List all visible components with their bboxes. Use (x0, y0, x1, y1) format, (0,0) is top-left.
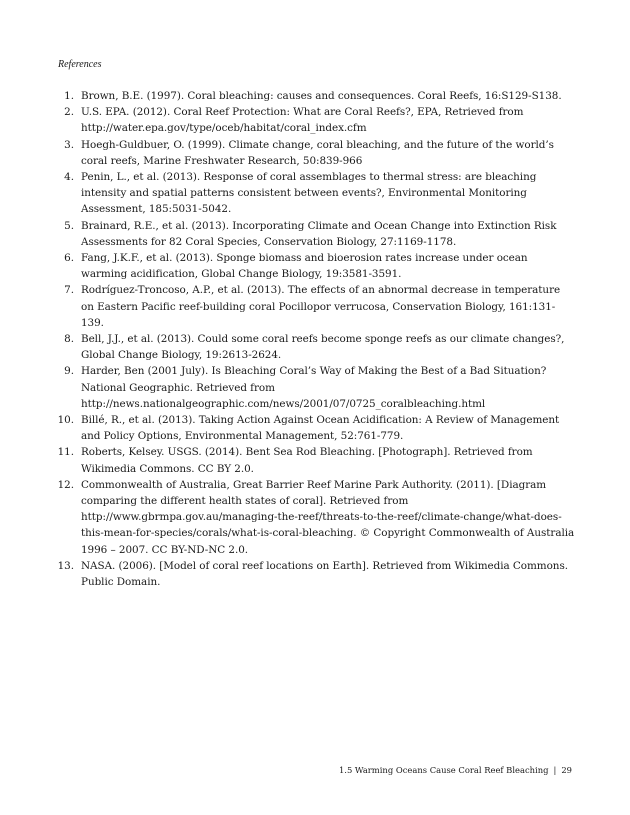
reference-text: Commonwealth of Australia, Great Barrier Reef Marine Park Authority. (2011). [Diagram comparing the different health states of coral]. Retrieved from http://www.gbrmpa.gov.au/managing-the-reef/threats-to-the-reef/climate-change/what-does-this-mean-for-species/corals/what-is-coral-bleaching. © Copyright Commonwealth of Australia 1996 – 2007. CC BY-ND-NC 2.0. (81, 478, 575, 556)
reference-item (0, 282, 575, 331)
reference-item (0, 412, 575, 444)
reference-number: 6. (64, 252, 74, 265)
reference-text: Roberts, Kelsey. USGS. (2014). Bent Sea Rod Bleaching. [Photograph]. Retrieved from Wikimedia Commons. CC BY 2.0. (81, 446, 533, 475)
reference-text: Billé, R., et al. (2013). Taking Action Against Ocean Acidification: A Review of Management and Policy Options, Environmental Management, 52:761-779. (81, 414, 560, 443)
reference-text: Bell, J.J., et al. (2013). Could some coral reefs become sponge reefs as our climate changes?, Global Change Biology, 19:2613-2624. (81, 333, 565, 362)
reference-item (0, 558, 575, 590)
reference-text: NASA. (2006). [Model of coral reef locations on Earth]. Retrieved from Wikimedia Commons. Public Domain. (81, 559, 568, 589)
reference-item (0, 444, 575, 476)
reference-item (0, 363, 575, 412)
reference-item (0, 104, 575, 136)
reference-text: Penin, L., et al. (2013). Response of coral assemblages to thermal stress: are bleaching intensity and spatial patterns consistent between events?, Environmental Monitoring Assessment, 185:5031-5042. (81, 171, 537, 216)
reference-text: Harder, Ben (2001 July). Is Bleaching Coral’s Way of Making the Best of a Bad Situation? National Geographic. Retrieved from http://news.nationalgeographic.com/news/2001/07/0725_coralbleaching.html (81, 365, 547, 410)
reference-number: 7. (64, 284, 74, 297)
reference-number: 1. (64, 90, 74, 102)
reference-item (0, 169, 575, 218)
footer-section-title: 1.5 Warming Oceans Cause Coral Reef Bleaching (338, 765, 549, 775)
reference-number: 11. (57, 446, 74, 459)
reference-number: 13. (57, 559, 74, 572)
reference-text: Brainard, R.E., et al. (2013). Incorporating Climate and Ocean Change into Extinction Risk Assessments for 82 Coral Species, Conservation Biology, 27:1169-1178. (81, 219, 557, 248)
reference-text: Rodríguez-Troncoso, A.P., et al. (2013). The effects of an abnormal decrease in temperature on Eastern Pacific reef-building coral Pocillopor verrucosa, Conservation Biology, 161:131-139. (81, 284, 561, 329)
reference-item (0, 250, 575, 282)
reference-number: 12. (57, 478, 74, 491)
reference-text: Fang, J.K.F., et al. (2013). Sponge biomass and bioerosion rates increase under ocean warming acidification, Global Change Biology, 19:3581-3591. (81, 252, 528, 281)
references-list (0, 88, 630, 590)
reference-text: Brown, B.E. (1997). Coral bleaching: causes and consequences. Coral Reefs, 16:S129-S138. (81, 90, 562, 102)
reference-number: 2. (64, 106, 74, 119)
reference-number: 10. (57, 414, 74, 427)
page-footer (339, 765, 572, 775)
reference-number: 4. (64, 171, 74, 184)
reference-item (0, 477, 575, 558)
reference-item (0, 218, 575, 250)
reference-number: 8. (64, 333, 74, 346)
reference-text: Hoegh-Guldbuer, O. (1999). Climate change, coral bleaching, and the future of the world’s coral reefs, Marine Freshwater Research, 50:839-966 (81, 138, 554, 167)
reference-number: 3. (64, 138, 74, 151)
reference-item (0, 137, 575, 169)
references-heading: References (58, 59, 102, 70)
footer-separator: | (553, 765, 557, 775)
reference-item (0, 88, 575, 104)
reference-item (0, 331, 575, 363)
page-number: 29 (561, 765, 572, 775)
reference-number: 5. (64, 219, 74, 232)
reference-number: 9. (64, 365, 74, 378)
reference-text: U.S. EPA. (2012). Coral Reef Protection: What are Coral Reefs?, EPA, Retrieved from http://water.epa.gov/type/oceb/habitat/coral_index.cfm (81, 106, 524, 135)
